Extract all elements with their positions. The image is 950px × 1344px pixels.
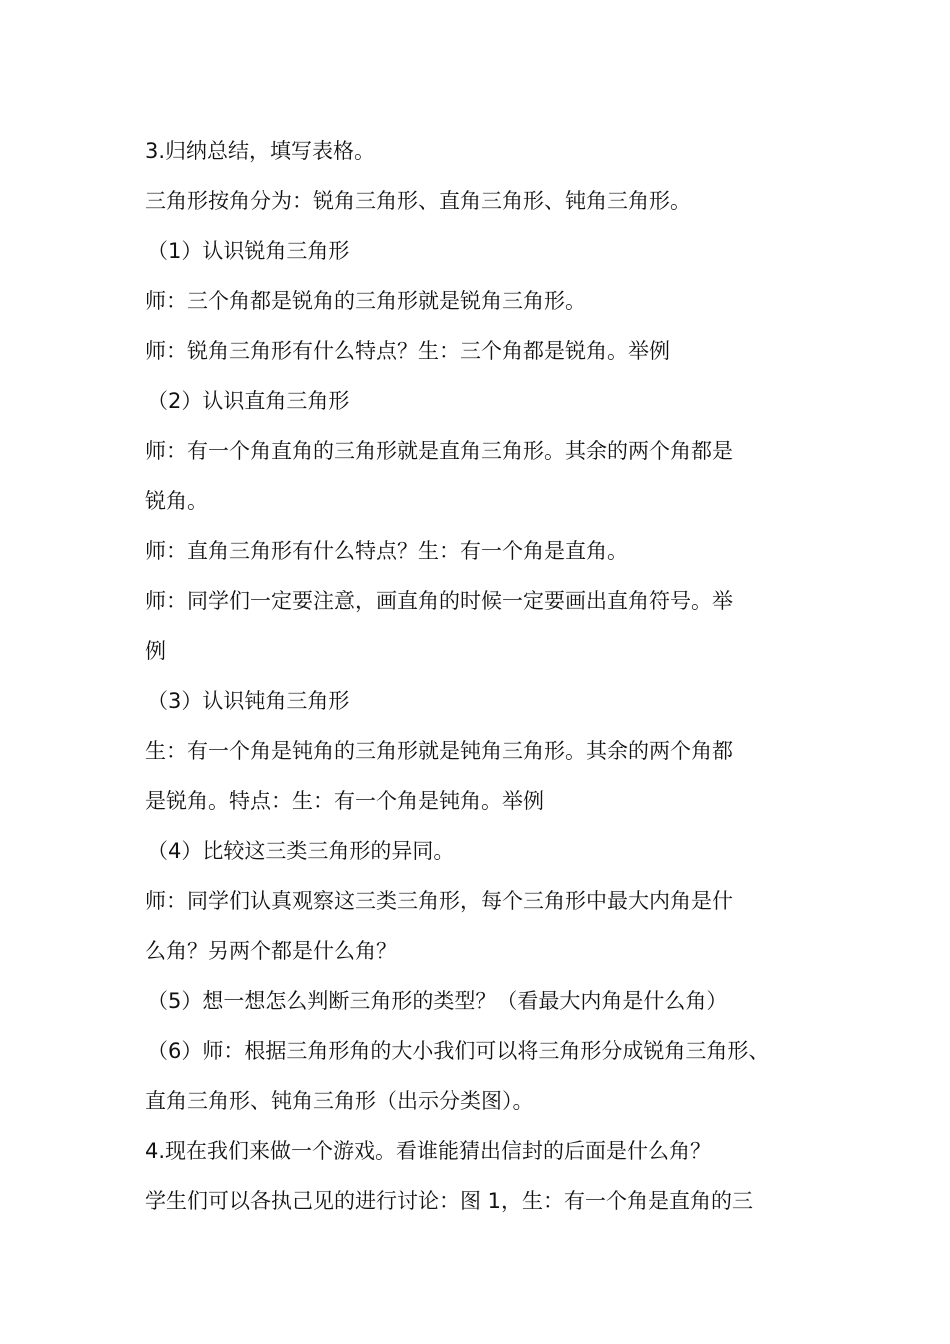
paragraph-line: 么角？另两个都是什么角？ (145, 939, 397, 963)
paragraph-line: 学生们可以各执己见的进行讨论：图 1，生：有一个角是直角的三 (145, 1189, 754, 1213)
paragraph-line: 师：同学们一定要注意，画直角的时候一定要画出直角符号。举 (145, 589, 733, 613)
paragraph-line: 师：三个角都是锐角的三角形就是锐角三角形。 (145, 289, 586, 313)
subheading-obtuse-triangle: （3）认识钝角三角形 (147, 689, 350, 713)
paragraph-line: 直角三角形、钝角三角形（出示分类图）。 (145, 1089, 534, 1113)
paragraph-line: 师：直角三角形有什么特点？生：有一个角是直角。 (145, 539, 628, 563)
paragraph-line: 师：锐角三角形有什么特点？生：三个角都是锐角。举例 (145, 339, 670, 363)
step-3-heading: 3.归纳总结，填写表格。 (145, 139, 376, 163)
step-4-heading: 4.现在我们来做一个游戏。看谁能猜出信封的后面是什么角？ (145, 1139, 712, 1163)
paragraph-line: 师：同学们认真观察这三类三角形，每个三角形中最大内角是什 (145, 889, 733, 913)
subheading-judge-type: （5）想一想怎么判断三角形的类型？（看最大内角是什么角） (147, 989, 728, 1013)
paragraph-line: 师：有一个角直角的三角形就是直角三角形。其余的两个角都是 (145, 439, 733, 463)
document-body (145, 126, 825, 1226)
paragraph-line: 生：有一个角是钝角的三角形就是钝角三角形。其余的两个角都 (145, 739, 733, 763)
subheading-compare: （4）比较这三类三角形的异同。 (147, 839, 455, 863)
paragraph-line: 是锐角。特点：生：有一个角是钝角。举例 (145, 789, 544, 813)
paragraph-line: 锐角。 (145, 489, 208, 513)
subheading-acute-triangle: （1）认识锐角三角形 (147, 239, 350, 263)
paragraph-line: 例 (145, 639, 166, 663)
subheading-right-triangle: （2）认识直角三角形 (147, 389, 350, 413)
subheading-summary: （6）师：根据三角形角的大小我们可以将三角形分成锐角三角形、 (147, 1039, 770, 1063)
classification-statement: 三角形按角分为：锐角三角形、直角三角形、钝角三角形。 (145, 189, 691, 213)
